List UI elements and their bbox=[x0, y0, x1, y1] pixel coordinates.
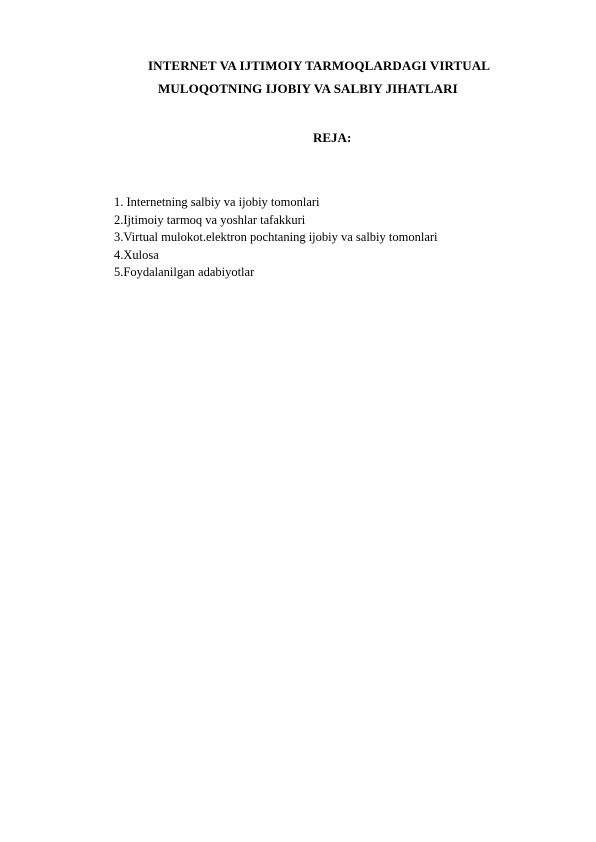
plan-heading: REJA: bbox=[313, 130, 352, 145]
plan-item-4: 4.Xulosa bbox=[114, 247, 159, 262]
plan-item-3: 3.Virtual mulokot.elektron pochtaning ijobiy va salbiy tomonlari bbox=[114, 230, 438, 244]
document-title-line-1: INTERNET VA IJTIMOIY TARMOQLARDAGI VIRTUAL bbox=[148, 58, 491, 73]
document-title-line-2: MULOQOTNING IJOBIY VA SALBIY JIHATLARI bbox=[158, 81, 458, 96]
plan-item-2: 2.Ijtimoiy tarmoq va yoshlar tafakkuri bbox=[114, 212, 306, 227]
plan-item-1: 1. Internetning salbiy va ijobiy tomonlari bbox=[114, 195, 320, 209]
plan-item-5: 5.Foydalanilgan adabiyotlar bbox=[114, 265, 255, 279]
plan-list bbox=[114, 194, 438, 282]
